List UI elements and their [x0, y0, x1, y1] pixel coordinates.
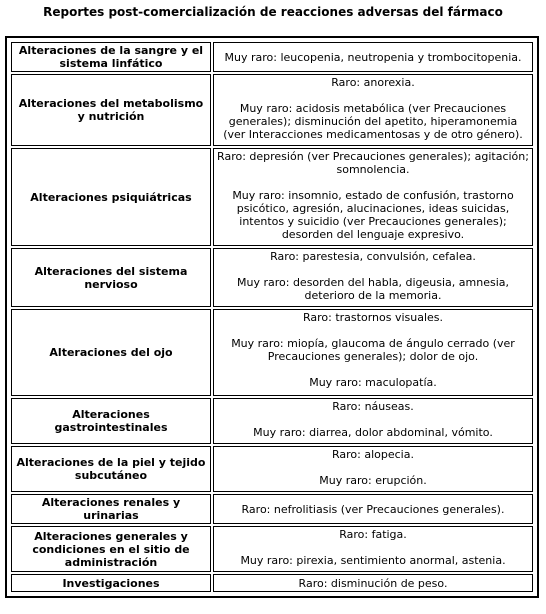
effect-line: Raro: alopecia. — [332, 448, 414, 461]
system-cell: Alteraciones del ojo — [11, 309, 211, 396]
effect-line: Muy raro: pirexia, sentimiento anormal, astenia. — [240, 554, 506, 567]
effects-cell — [213, 42, 533, 72]
effects-cell — [213, 526, 533, 572]
effects-cell — [213, 398, 533, 444]
table-title: Reportes post-comercialización de reacciones adversas del fármaco — [43, 5, 503, 19]
reports-table-frame — [5, 36, 539, 598]
system-cell: Alteraciones del sistema nervioso — [11, 248, 211, 307]
effect-line: Muy raro: erupción. — [319, 474, 427, 487]
system-cell: Alteraciones de la sangre y el sistema linfático — [11, 42, 211, 72]
system-cell: Alteraciones psiquiátricas — [11, 148, 211, 246]
table-row — [11, 309, 533, 396]
adverse-reactions-table — [9, 40, 535, 594]
effects-cell — [213, 74, 533, 146]
effect-line: Muy raro: miopía, glaucoma de ángulo cerrado (ver Precauciones generales); dolor de ojo. — [231, 337, 515, 363]
effect-line: Raro: trastornos visuales. — [302, 311, 444, 324]
effect-line: Muy raro: insomnio, estado de confusión, trastorno psicótico, agresión, alucinaciones, ideas suicidas, intentos y suicidio (ver Precauciones generales); desorden del lenguaje expresivo. — [232, 189, 514, 241]
system-cell: Alteraciones generales y condiciones en el sitio de administración — [11, 526, 211, 572]
table-row — [11, 446, 533, 492]
effects-cell — [213, 148, 533, 246]
system-cell: Alteraciones de la piel y tejido subcutáneo — [11, 446, 211, 492]
effect-line: Raro: depresión (ver Precauciones generales); agitación; somnolencia. — [217, 150, 529, 176]
table-row — [11, 398, 533, 444]
table-row — [11, 494, 533, 524]
effect-line: Raro: nefrolitiasis (ver Precauciones generales). — [241, 502, 505, 516]
effect-line: Raro: parestesia, convulsión, cefalea. — [270, 250, 476, 263]
system-cell: Alteraciones del metabolismo y nutrición — [11, 74, 211, 146]
system-cell: Alteraciones renales y urinarias — [11, 494, 211, 524]
effect-line: Muy raro: desorden del habla, digeusia, amnesia, deterioro de la memoria. — [237, 276, 509, 302]
effect-line: Muy raro: diarrea, dolor abdominal, vómito. — [253, 426, 493, 439]
effects-cell — [213, 446, 533, 492]
effect-line: Muy raro: maculopatía. — [309, 376, 437, 389]
table-row — [11, 148, 533, 246]
effect-line: Raro: disminución de peso. — [298, 576, 448, 590]
effects-cell — [213, 309, 533, 396]
table-row — [11, 248, 533, 307]
table-row — [11, 74, 533, 146]
effect-line: Raro: anorexia. — [331, 76, 415, 89]
effect-line: Raro: náuseas. — [332, 400, 414, 413]
effect-line: Muy raro: leucopenia, neutropenia y trombocitopenia. — [224, 50, 522, 64]
effect-line: Raro: fatiga. — [339, 528, 407, 541]
system-cell: Investigaciones — [11, 574, 211, 592]
effects-cell — [213, 574, 533, 592]
table-row — [11, 526, 533, 572]
table-row — [11, 42, 533, 72]
effect-line: Muy raro: acidosis metabólica (ver Precauciones generales); disminución del apetito, hiperamonemia (ver Interacciones medicamentosas y de otro género). — [223, 102, 523, 141]
table-row — [11, 574, 533, 592]
effects-cell — [213, 494, 533, 524]
system-cell: Alteraciones gastrointestinales — [11, 398, 211, 444]
effects-cell — [213, 248, 533, 307]
